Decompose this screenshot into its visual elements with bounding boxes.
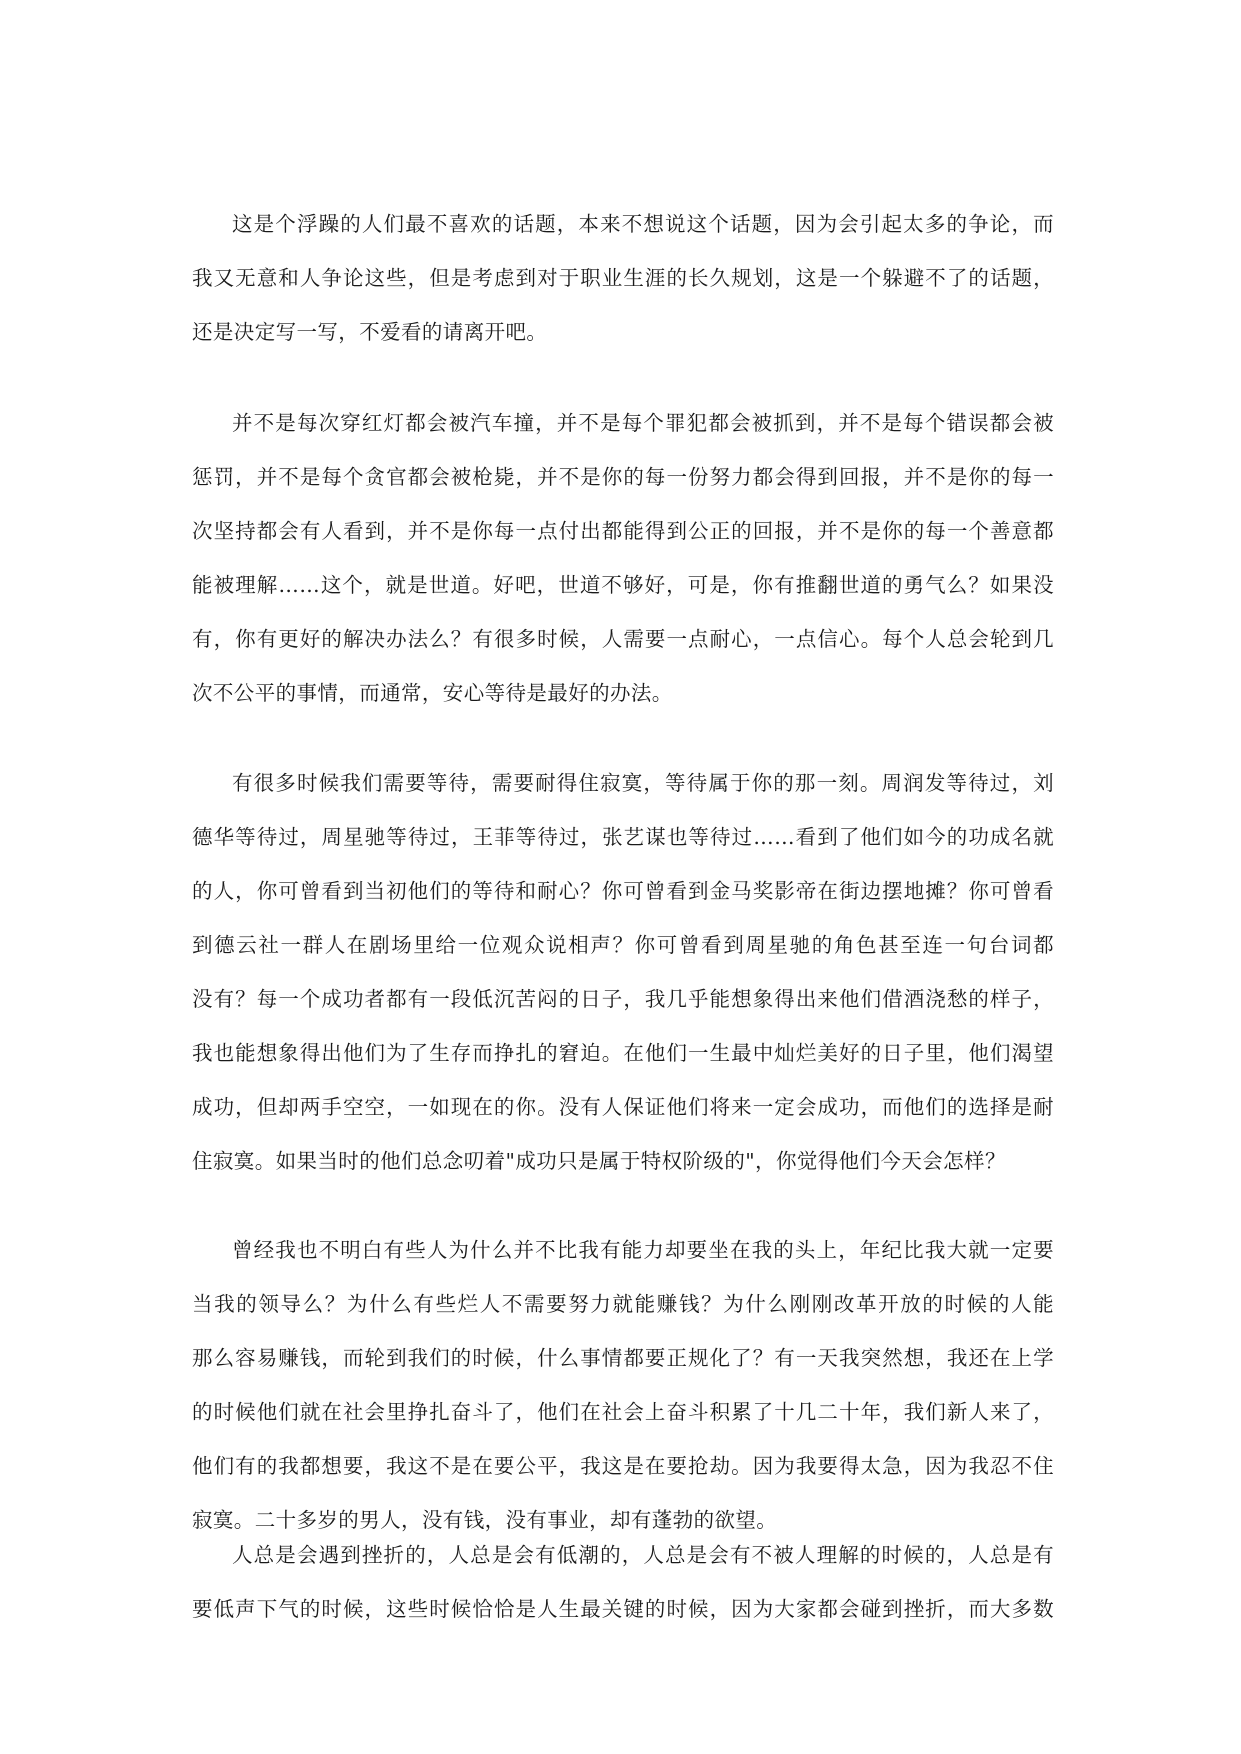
text-line: 当我的领导么？为什么有些烂人不需要努力就能赚钱？为什么刚刚改革开放的时候的人能 — [192, 1292, 1054, 1316]
text-line: 并不是每次穿红灯都会被汽车撞，并不是每个罪犯都会被抓到，并不是每个错误都会被 — [232, 411, 1054, 435]
paragraph-3 — [192, 756, 1054, 1188]
paragraph-1 — [192, 197, 1054, 359]
text-line: 的人，你可曾看到当初他们的等待和耐心？你可曾看到金马奖影帝在街边摆地摊？你可曾看 — [192, 879, 1054, 903]
paragraph-4 — [192, 1223, 1054, 1547]
text-line: 他们有的我都想要，我这不是在要公平，我这是在要抢劫。因为我要得太急，因为我忍不住 — [192, 1454, 1054, 1478]
text-line: 没有？每一个成功者都有一段低沉苦闷的日子，我几乎能想象得出来他们借酒浇愁的样子， — [192, 987, 1054, 1011]
text-line: 到德云社一群人在剧场里给一位观众说相声？你可曾看到周星驰的角色甚至连一句台词都 — [192, 933, 1054, 957]
text-line: 寂寞。二十多岁的男人，没有钱，没有事业，却有蓬勃的欲望。 — [192, 1508, 778, 1532]
text-line: 这是个浮躁的人们最不喜欢的话题，本来不想说这个话题，因为会引起太多的争论，而 — [232, 212, 1054, 236]
text-line: 人总是会遇到挫折的，人总是会有低潮的，人总是会有不被人理解的时候的，人总是有 — [232, 1543, 1054, 1567]
paragraph-2 — [192, 396, 1054, 720]
text-line: 次不公平的事情，而通常，安心等待是最好的办法。 — [192, 681, 673, 705]
text-line: 曾经我也不明白有些人为什么并不比我有能力却要坐在我的头上，年纪比我大就一定要 — [232, 1238, 1054, 1262]
text-line: 惩罚，并不是每个贪官都会被枪毙，并不是你的每一份努力都会得到回报，并不是你的每一 — [192, 465, 1054, 489]
text-line: 住寂寞。如果当时的他们总念叨着"成功只是属于特权阶级的"，你觉得他们今天会怎样？ — [192, 1149, 1006, 1173]
text-line: 还是决定写一写，不爱看的请离开吧。 — [192, 320, 548, 344]
text-line: 有，你有更好的解决办法么？有很多时候，人需要一点耐心，一点信心。每个人总会轮到几 — [192, 627, 1054, 651]
text-line: 次坚持都会有人看到，并不是你每一点付出都能得到公正的回报，并不是你的每一个善意都 — [192, 519, 1054, 543]
text-line: 要低声下气的时候，这些时候恰恰是人生最关键的时候，因为大家都会碰到挫折，而大多数 — [192, 1597, 1054, 1621]
text-line: 有很多时候我们需要等待，需要耐得住寂寞，等待属于你的那一刻。周润发等待过，刘 — [232, 771, 1054, 795]
text-line: 的时候他们就在社会里挣扎奋斗了，他们在社会上奋斗积累了十几二十年，我们新人来了， — [192, 1400, 1054, 1424]
text-line: 德华等待过，周星驰等待过，王菲等待过，张艺谋也等待过……看到了他们如今的功成名就 — [192, 825, 1054, 849]
text-line: 我也能想象得出他们为了生存而挣扎的窘迫。在他们一生最中灿烂美好的日子里，他们渴望 — [192, 1041, 1054, 1065]
text-line: 我又无意和人争论这些，但是考虑到对于职业生涯的长久规划，这是一个躲避不了的话题， — [192, 266, 1054, 290]
text-line: 成功，但却两手空空，一如现在的你。没有人保证他们将来一定会成功，而他们的选择是耐 — [192, 1095, 1054, 1119]
text-line: 那么容易赚钱，而轮到我们的时候，什么事情都要正规化了？有一天我突然想，我还在上学 — [192, 1346, 1054, 1370]
paragraph-5 — [192, 1528, 1054, 1636]
text-line: 能被理解……这个，就是世道。好吧，世道不够好，可是，你有推翻世道的勇气么？如果没 — [192, 573, 1054, 597]
